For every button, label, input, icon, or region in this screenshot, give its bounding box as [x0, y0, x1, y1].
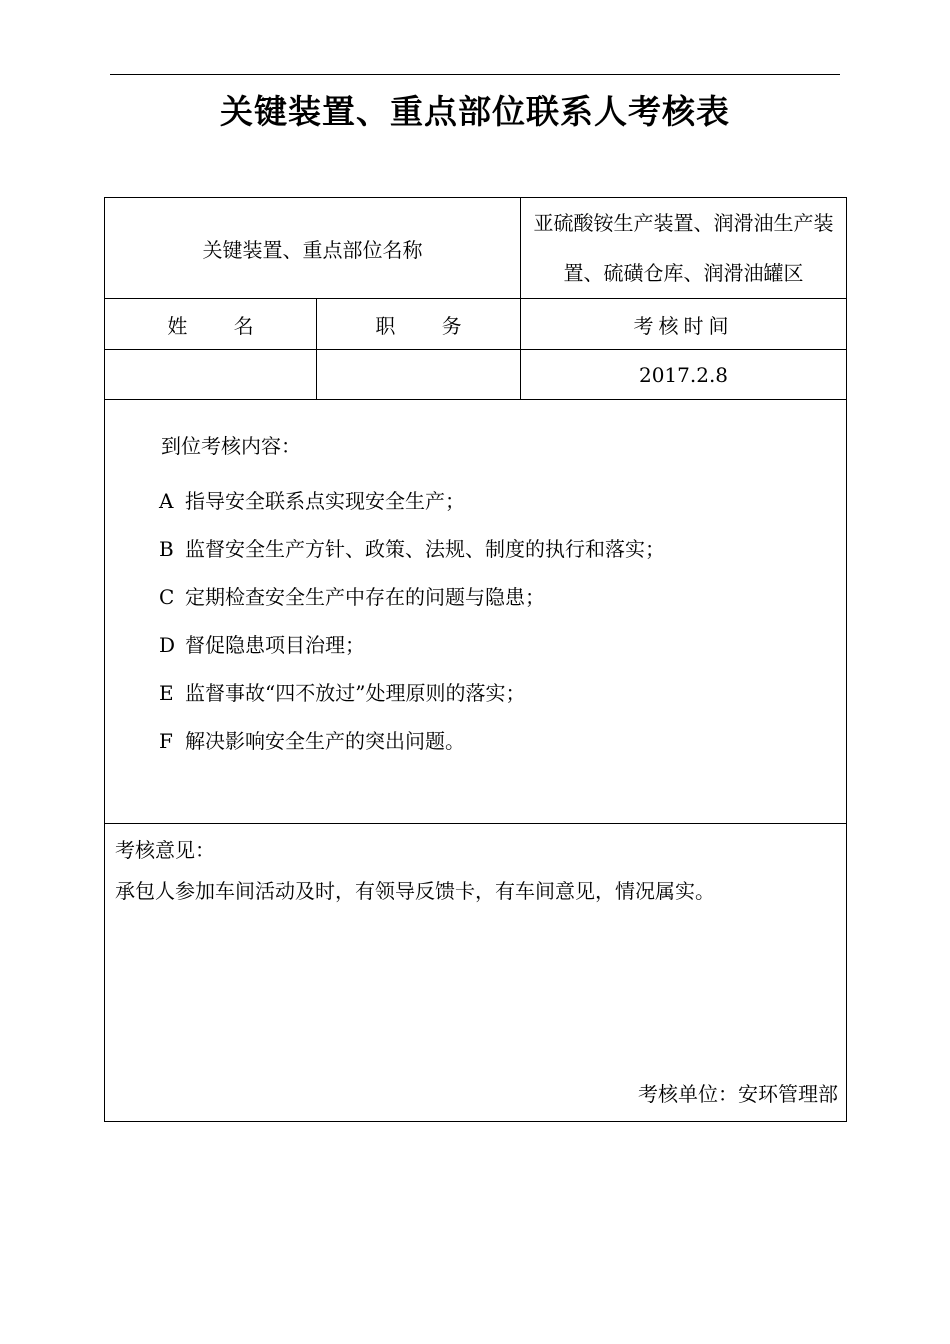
time-value-cell	[521, 350, 847, 400]
item-letter: D	[159, 633, 176, 657]
unit-name: 亚硫酸铵生产装置、润滑油生产装置、硫磺仓库、润滑油罐区	[533, 211, 834, 285]
opinion-row	[105, 824, 847, 1122]
position-header: 职 务	[375, 313, 462, 338]
item-letter: C	[159, 585, 175, 609]
list-item	[159, 669, 846, 717]
content-list	[159, 477, 846, 765]
item-letter: F	[159, 729, 173, 753]
column-header-row	[105, 299, 847, 350]
item-letter: E	[159, 681, 174, 705]
opinion-text: 承包人参加车间活动及时，有领导反馈卡，有车间意见，情况属实。	[115, 879, 715, 903]
list-item	[159, 525, 846, 573]
item-letter: A	[159, 489, 174, 513]
time-header: 考核时间	[633, 313, 734, 338]
unit-name-cell	[521, 198, 847, 299]
position-value-cell	[317, 350, 521, 400]
page-title: 关键装置、重点部位联系人考核表	[220, 92, 730, 131]
assessing-unit: 考核单位：安环管理部	[638, 1082, 838, 1106]
unit-label-cell	[105, 198, 521, 299]
unit-label: 关键装置、重点部位名称	[202, 237, 423, 262]
name-header: 姓 名	[167, 313, 254, 338]
list-item	[159, 477, 846, 525]
position-header-cell	[317, 299, 521, 350]
name-header-cell	[105, 299, 317, 350]
time-value: 2017.2.8	[638, 362, 729, 387]
item-text: 监督安全生产方针、政策、法规、制度的执行和落实；	[185, 537, 665, 561]
content-heading: 到位考核内容：	[161, 434, 301, 458]
item-letter: B	[159, 537, 174, 561]
item-text: 定期检查安全生产中存在的问题与隐患；	[185, 585, 545, 609]
item-text: 督促隐患项目治理；	[185, 633, 365, 657]
list-item	[159, 573, 846, 621]
time-header-cell	[521, 299, 847, 350]
record-row	[105, 350, 847, 400]
item-text: 监督事故“四不放过”处理原则的落实；	[185, 681, 526, 705]
name-value-cell	[105, 350, 317, 400]
list-item	[159, 717, 846, 765]
assessment-table	[104, 197, 847, 1122]
content-cell	[105, 400, 847, 824]
header-row	[105, 198, 847, 299]
item-text: 指导安全联系点实现安全生产；	[185, 489, 465, 513]
content-row	[105, 400, 847, 824]
opinion-cell	[105, 824, 847, 1122]
opinion-label: 考核意见：	[115, 838, 215, 862]
top-rule	[110, 74, 840, 75]
list-item	[159, 621, 846, 669]
item-text: 解决影响安全生产的突出问题。	[185, 729, 465, 753]
